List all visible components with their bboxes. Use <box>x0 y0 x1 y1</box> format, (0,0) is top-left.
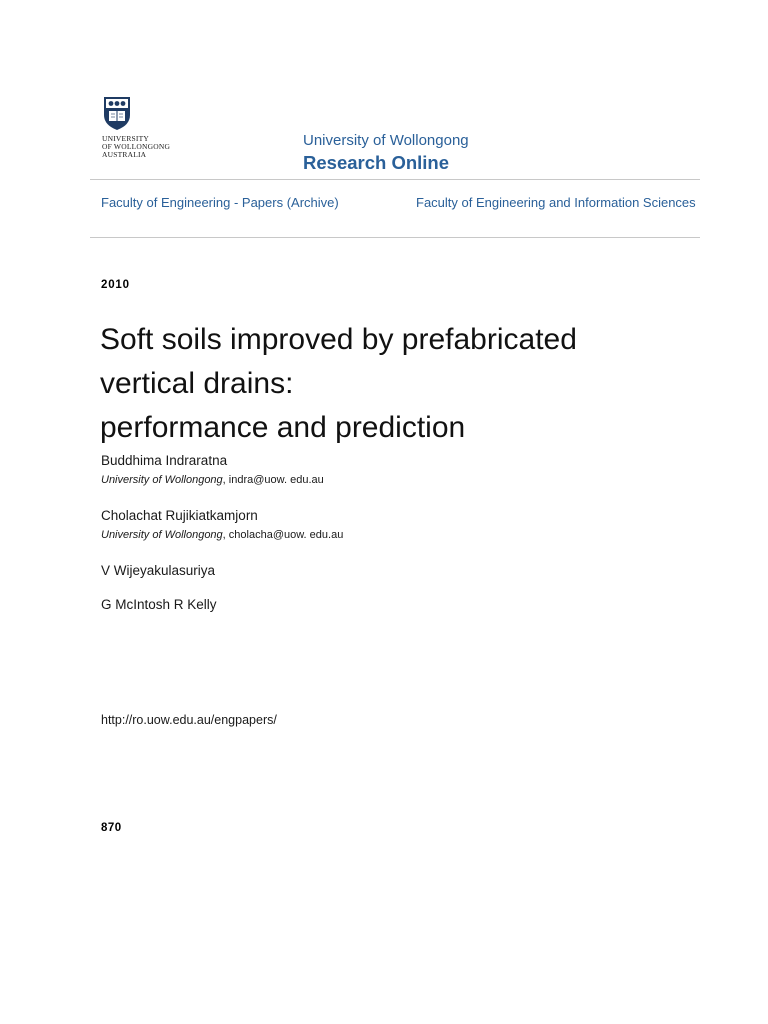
university-logo-text <box>102 135 192 159</box>
author-institution: University of Wollongong <box>101 474 223 486</box>
header-divider-bottom <box>90 237 700 238</box>
publication-year: 2010 <box>101 279 130 291</box>
paper-title-line-3: performance and prediction <box>100 411 466 444</box>
paper-title <box>100 318 577 450</box>
university-crest-icon <box>102 95 132 131</box>
repository-url-link[interactable]: http://ro.uow.edu.au/engpapers/ <box>101 713 277 727</box>
author-name: Cholachat Rujikiatkamjorn <box>101 508 258 523</box>
logo-line-3: AUSTRALIA <box>102 150 147 159</box>
author-affiliation <box>101 474 324 486</box>
author-email[interactable]: , cholacha@uow. edu.au <box>222 529 344 541</box>
university-logo <box>102 95 192 159</box>
author-name: Buddhima Indraratna <box>101 453 228 468</box>
author-email[interactable]: , indra@uow. edu.au <box>222 474 324 486</box>
author-affiliation <box>101 529 343 541</box>
faculty-papers-link[interactable]: Faculty of Engineering - Papers (Archive) <box>101 195 339 210</box>
author-institution: University of Wollongong <box>101 529 223 541</box>
repository-university: University of Wollongong <box>303 132 469 149</box>
repository-header <box>303 132 469 174</box>
faculty-sciences-link[interactable]: Faculty of Engineering and Information Sciences <box>416 195 696 210</box>
repository-name: Research Online <box>303 152 450 173</box>
logo-line-2: OF WOLLONGONG <box>102 142 171 151</box>
author-name: V Wijeyakulasuriya <box>101 563 216 578</box>
paper-number: 870 <box>101 822 122 834</box>
paper-title-line-2: vertical drains: <box>100 367 294 400</box>
paper-title-line-1: Soft soils improved by prefabricated <box>100 323 577 356</box>
author-name: G McIntosh R Kelly <box>101 597 217 612</box>
header-divider-top <box>90 179 700 180</box>
logo-line-1: UNIVERSITY <box>102 134 149 143</box>
